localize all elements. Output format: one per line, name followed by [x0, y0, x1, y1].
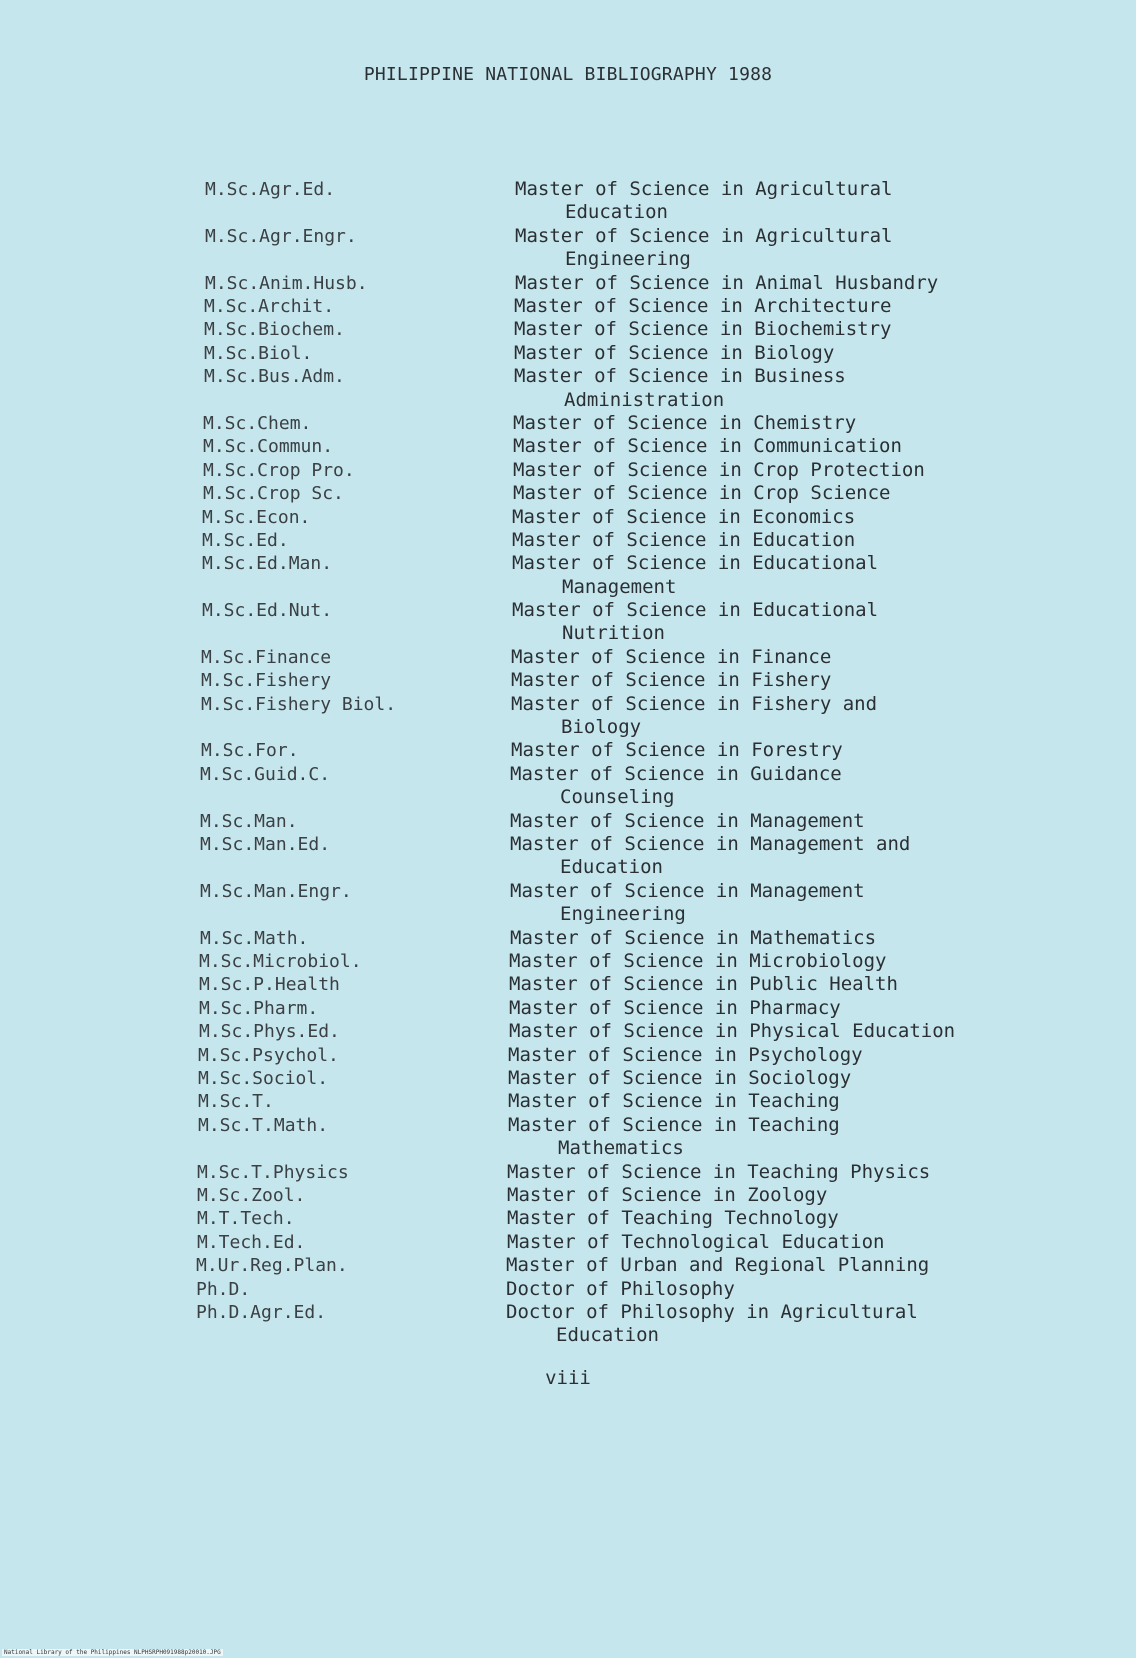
abbreviation-entry [0, 1090, 1136, 1113]
abbreviation-entry [0, 1301, 1136, 1348]
abbreviation: M.Sc.Chem. [203, 412, 312, 434]
abbreviation-entry [0, 1067, 1136, 1090]
expansion: Master of Science in Teaching Physics [507, 1160, 931, 1183]
expansion: Master of Science in Zoology [507, 1183, 828, 1206]
abbreviation: M.Sc.Fishery [201, 670, 332, 692]
expansion: Master of Science in Pharmacy [509, 996, 841, 1019]
abbreviation: M.Sc.Agr.Ed. [205, 179, 336, 200]
abbreviation: M.Sc.T. [198, 1091, 274, 1113]
expansion: Master of Science in Finance [511, 645, 832, 668]
abbreviation: M.Sc.Crop Pro. [203, 459, 355, 481]
expansion: Master of Science in Management [510, 809, 865, 832]
abbreviation: M.Tech.Ed. [197, 1231, 306, 1253]
expansion: Master of Science in Microbiology [509, 950, 887, 973]
abbreviation-entry [0, 669, 1136, 692]
abbreviation-entry [0, 178, 1136, 225]
expansion: Master of Science in Architecture [514, 294, 892, 317]
abbreviation-list [0, 178, 1136, 1348]
abbreviation-entry [0, 833, 1136, 880]
abbreviation: Ph.D.Agr.Ed. [196, 1301, 327, 1323]
abbreviation: M.Sc.Psychol. [198, 1044, 339, 1066]
expansion: Master of Science in Fishery and [511, 692, 878, 715]
abbreviation-entry [0, 1161, 1136, 1184]
abbreviation: M.Sc.Commun. [203, 436, 334, 458]
abbreviation: M.Sc.Man.Engr. [200, 880, 352, 902]
expansion-continuation: Education [560, 856, 663, 879]
abbreviation: M.Sc.Bus.Adm. [204, 366, 345, 388]
abbreviation-entry [0, 739, 1136, 762]
abbreviation: M.Sc.Zool. [197, 1184, 306, 1206]
expansion: Master of Science in Biology [514, 341, 835, 364]
expansion: Master of Science in Agricultural [515, 178, 893, 200]
abbreviation-entry [0, 318, 1136, 341]
expansion: Master of Science in Sociology [508, 1066, 852, 1089]
abbreviation: M.T.Tech. [197, 1208, 295, 1230]
abbreviation-entry [0, 412, 1136, 435]
abbreviation: M.Sc.Ed.Nut. [202, 600, 333, 622]
expansion: Master of Teaching Technology [507, 1207, 839, 1230]
expansion-continuation: Education [565, 201, 668, 224]
abbreviation: M.Sc.Archit. [204, 295, 335, 317]
abbreviation-entry [0, 1184, 1136, 1207]
abbreviation-entry [0, 810, 1136, 833]
expansion: Master of Science in Management [510, 879, 865, 902]
expansion: Master of Technological Education [507, 1230, 885, 1253]
abbreviation-entry [0, 506, 1136, 529]
abbreviation-entry [0, 365, 1136, 412]
expansion: Master of Science in Fishery [511, 669, 832, 692]
abbreviation: M.Sc.Fishery Biol. [201, 693, 397, 715]
abbreviation: M.Ur.Reg.Plan. [196, 1255, 348, 1277]
abbreviation-entry [0, 272, 1136, 295]
abbreviation: M.Sc.Econ. [202, 506, 311, 528]
abbreviation-entry [0, 1114, 1136, 1161]
expansion: Master of Science in Business [514, 365, 846, 388]
expansion-continuation: Nutrition [562, 622, 665, 645]
abbreviation-entry [0, 295, 1136, 318]
abbreviation-entry [0, 693, 1136, 740]
abbreviation-entry [0, 950, 1136, 973]
expansion: Master of Science in Animal Husbandry [515, 271, 939, 294]
expansion: Master of Science in Teaching [508, 1090, 840, 1113]
abbreviation-entry [0, 997, 1136, 1020]
expansion-continuation: Biology [561, 716, 642, 739]
abbreviation: M.Sc.Ed. [202, 529, 289, 551]
expansion-continuation: Education [556, 1324, 659, 1347]
expansion: Master of Science in Educational [512, 552, 879, 575]
expansion: Master of Science in Educational [512, 599, 879, 622]
abbreviation-entry [0, 1254, 1136, 1277]
abbreviation: M.Sc.Man.Ed. [200, 834, 331, 856]
expansion: Master of Science in Psychology [508, 1043, 863, 1066]
abbreviation: M.Sc.Math. [200, 927, 309, 949]
abbreviation: M.Sc.Finance [201, 646, 332, 668]
expansion: Master of Science in Public Health [509, 973, 898, 996]
expansion: Master of Science in Agricultural [515, 224, 893, 247]
abbreviation-entry [0, 646, 1136, 669]
abbreviation: M.Sc.Agr.Engr. [205, 225, 357, 247]
abbreviation-entry [0, 225, 1136, 272]
abbreviation-entry [0, 1044, 1136, 1067]
abbreviation-entry [0, 1020, 1136, 1043]
expansion: Master of Science in Mathematics [510, 926, 877, 949]
abbreviation: M.Sc.Crop Sc. [203, 483, 344, 505]
expansion-continuation: Management [562, 575, 677, 598]
abbreviation: M.Sc.T.Physics [197, 1161, 349, 1183]
expansion: Master of Science in Biochemistry [514, 318, 892, 341]
abbreviation-entry [0, 435, 1136, 458]
expansion: Master of Science in Communication [513, 435, 902, 458]
abbreviation: M.Sc.T.Math. [198, 1114, 329, 1136]
abbreviation: M.Sc.Ed.Man. [202, 553, 333, 575]
abbreviation-entry [0, 459, 1136, 482]
expansion: Master of Science in Crop Science [513, 482, 891, 505]
abbreviation: Ph.D. [196, 1278, 251, 1300]
expansion: Master of Science in Education [512, 528, 856, 551]
expansion: Master of Science in Management and [510, 833, 911, 856]
expansion: Master of Science in Guidance [510, 762, 842, 785]
abbreviation: M.Sc.Anim.Husb. [205, 272, 368, 294]
expansion: Master of Science in Crop Protection [513, 458, 925, 481]
abbreviation: M.Sc.Biochem. [204, 319, 345, 341]
scan-footer-label: National Library of the Philippines NLPHSRPH091988p20010.JPG [4, 1649, 221, 1656]
expansion-continuation: Mathematics [558, 1137, 684, 1160]
expansion-continuation: Engineering [560, 903, 686, 926]
abbreviation: M.Sc.Microbiol. [199, 951, 362, 973]
expansion-continuation: Counseling [560, 786, 675, 809]
abbreviation: M.Sc.For. [201, 740, 299, 762]
abbreviation-entry [0, 763, 1136, 810]
abbreviation-entry [0, 482, 1136, 505]
abbreviation: M.Sc.P.Health [199, 974, 340, 996]
abbreviation: M.Sc.Pharm. [199, 997, 319, 1019]
page-title: PHILIPPINE NATIONAL BIBLIOGRAPHY 1988 [363, 64, 773, 85]
expansion-continuation: Administration [564, 388, 725, 411]
abbreviation-entry [0, 529, 1136, 552]
abbreviation-entry [0, 927, 1136, 950]
expansion: Doctor of Philosophy in Agricultural [506, 1300, 918, 1323]
expansion: Doctor of Philosophy [506, 1277, 735, 1300]
expansion: Master of Science in Chemistry [513, 411, 857, 434]
expansion: Master of Science in Forestry [511, 739, 843, 762]
abbreviation: M.Sc.Sociol. [198, 1067, 329, 1089]
abbreviation-entry [0, 880, 1136, 927]
abbreviation-entry [0, 342, 1136, 365]
abbreviation: M.Sc.Guid.C. [200, 763, 331, 785]
abbreviation-entry [0, 1231, 1136, 1254]
abbreviation-entry [0, 1207, 1136, 1230]
abbreviation-entry [0, 1278, 1136, 1301]
abbreviation-entry [0, 552, 1136, 599]
abbreviation-entry [0, 599, 1136, 646]
abbreviation-entry [0, 973, 1136, 996]
expansion: Master of Science in Teaching [508, 1113, 840, 1136]
expansion: Master of Urban and Regional Planning [506, 1254, 930, 1277]
page-number: viii [545, 1367, 591, 1389]
abbreviation: M.Sc.Phys.Ed. [199, 1021, 340, 1043]
expansion: Master of Science in Economics [512, 505, 856, 528]
abbreviation: M.Sc.Man. [200, 810, 298, 832]
abbreviation: M.Sc.Biol. [204, 342, 313, 364]
expansion-continuation: Engineering [565, 248, 691, 271]
expansion: Master of Science in Physical Education [509, 1020, 956, 1043]
